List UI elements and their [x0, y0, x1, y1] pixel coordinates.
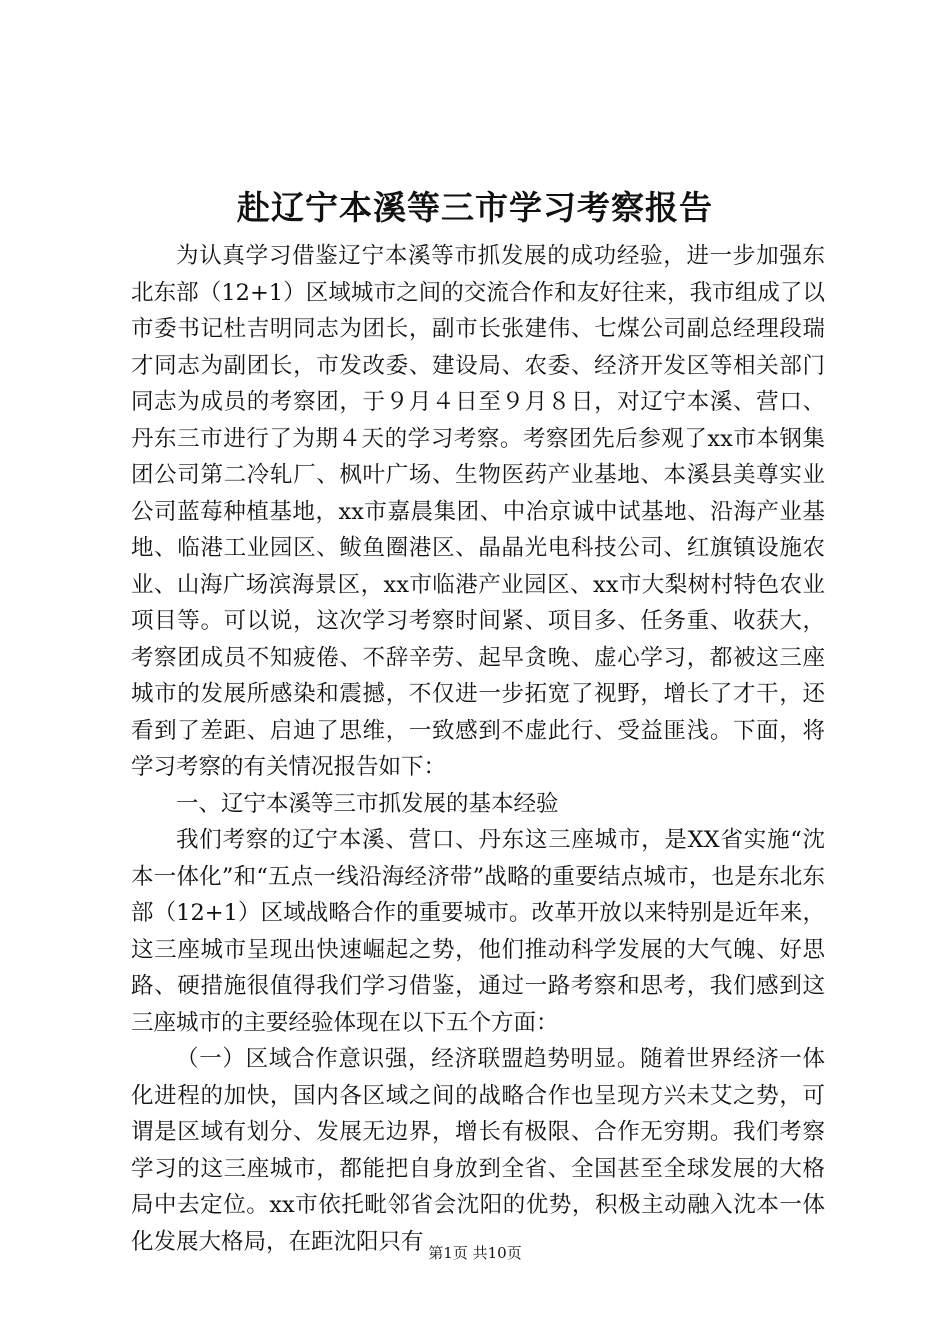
paragraph-overview: 我们考察的辽宁本溪、营口、丹东这三座城市，是XX省实施“沈本一体化”和“五点一线沿海经济带”战略的重要结点城市，也是东北东部（12+1）区域战略合作的重要城市。改革开放以来特别是近年来，这三座城市呈现出快速崛起之势，他们推动科学发展的大气魄、好思路、硬措施很值得我们学习借鉴，通过一路考察和思考，我们感到这三座城市的主要经验体现在以下五个方面： [131, 827, 825, 1036]
document-body [131, 238, 825, 1260]
page-number-footer: 第1页 共10页 [428, 1244, 522, 1262]
section-heading-1: 一、辽宁本溪等三市抓发展的基本经验 [176, 790, 559, 817]
paragraph-point-1: （一）区域合作意识强，经济联盟趋势明显。随着世界经济一体化进程的加快，国内各区域之间的战略合作也呈现方兴未艾之势，可谓是区域有划分、发展无边界，增长有极限、合作无穷期。我们考察学习的这三座城市，都能把自身放到全省、全国甚至全球发展的大格局中去定位。xx市依托毗邻省会沈阳的优势，积极主动融入沈本一体化发展大格局，在距沈阳只有 [131, 1046, 825, 1255]
paragraph-intro: 为认真学习借鉴辽宁本溪等市抓发展的成功经验，进一步加强东北东部（12+1）区域城市之间的交流合作和友好往来，我市组成了以市委书记杜吉明同志为团长，副市长张建伟、七煤公司副总经理段瑞才同志为副团长，市发改委、建设局、农委、经济开发区等相关部门同志为成员的考察团，于９月４日至９月８日，对辽宁本溪、营口、丹东三市进行了为期４天的学习考察。考察团先后参观了xx市本钢集团公司第二冷轧厂、枫叶广场、生物医药产业基地、本溪县美尊实业公司蓝莓种植基地，xx市嘉晨集团、中冶京诚中试基地、沿海产业基地、临港工业园区、鲅鱼圈港区、晶晶光电科技公司、红旗镇设施农业、山海广场滨海景区，xx市临港产业园区、xx市大梨树村特色农业项目等。可以说，这次学习考察时间紧、项目多、任务重、收获大，考察团成员不知疲倦、不辞辛劳、起早贪晚、虚心学习，都被这三座城市的发展所感染和震撼，不仅进一步拓宽了视野，增长了才干，还看到了差距、启迪了思维，一致感到不虚此行、受益匪浅。下面，将学习考察的有关情况报告如下： [131, 243, 825, 780]
document-title: 赴辽宁本溪等三市学习考察报告 [237, 188, 713, 227]
